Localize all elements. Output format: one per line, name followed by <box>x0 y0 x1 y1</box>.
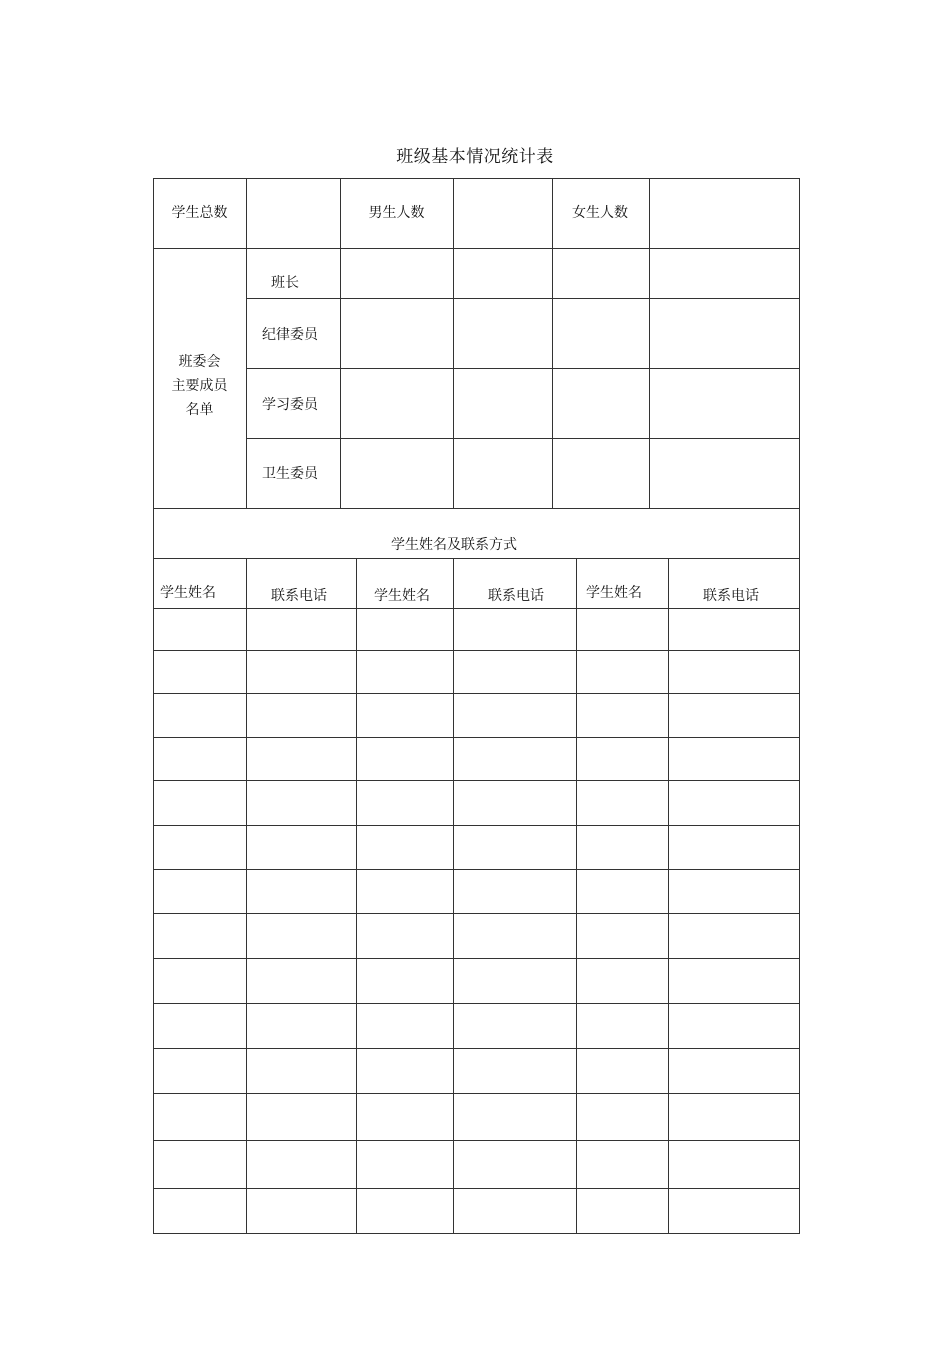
table-border <box>153 780 800 781</box>
table-border <box>246 368 800 369</box>
role-class-monitor: 班长 <box>271 275 299 291</box>
female-count-label: 女生人数 <box>572 205 628 221</box>
committee-group-label-line-2: 主要成员 <box>171 378 228 394</box>
role-discipline-officer: 纪律委员 <box>262 327 318 343</box>
total-students-label: 学生总数 <box>171 205 228 221</box>
table-border <box>576 558 577 1234</box>
table-border <box>153 913 800 914</box>
table-border <box>153 958 800 959</box>
header-student-name-2: 学生姓名 <box>374 588 430 604</box>
table-border <box>153 508 800 509</box>
role-study-officer: 学习委员 <box>262 397 318 413</box>
class-info-table <box>153 178 800 1234</box>
male-count-label: 男生人数 <box>368 205 425 221</box>
committee-group-label-line-1: 班委会 <box>178 354 221 370</box>
table-border <box>153 558 800 559</box>
table-border <box>453 558 454 1234</box>
contacts-section-label: 学生姓名及联系方式 <box>391 537 517 553</box>
table-border <box>153 1003 800 1004</box>
table-border <box>153 1140 800 1141</box>
table-border <box>153 248 800 249</box>
table-border <box>153 1188 800 1189</box>
header-student-name-3: 学生姓名 <box>586 585 642 601</box>
table-border <box>649 178 650 508</box>
table-border <box>246 438 800 439</box>
table-border <box>453 178 454 508</box>
page-title: 班级基本情况统计表 <box>396 147 554 167</box>
header-phone-2: 联系电话 <box>488 588 544 604</box>
table-border <box>153 1048 800 1049</box>
committee-group-label-line-3: 名单 <box>185 402 214 418</box>
table-border <box>153 178 154 1234</box>
table-border <box>356 558 357 1234</box>
table-border <box>153 178 800 179</box>
table-border <box>668 558 669 1234</box>
table-border <box>153 1093 800 1094</box>
header-phone-1: 联系电话 <box>271 588 327 604</box>
role-hygiene-officer: 卫生委员 <box>262 466 318 482</box>
table-border <box>246 178 247 508</box>
header-phone-3: 联系电话 <box>703 588 759 604</box>
header-student-name-1: 学生姓名 <box>160 585 216 601</box>
table-border <box>153 693 800 694</box>
table-border <box>153 1233 800 1234</box>
table-border <box>552 178 553 508</box>
table-border <box>153 869 800 870</box>
table-border <box>153 737 800 738</box>
table-border <box>799 178 800 1234</box>
table-border <box>153 650 800 651</box>
table-border <box>153 608 800 609</box>
table-border <box>153 825 800 826</box>
table-border <box>246 298 800 299</box>
table-border <box>340 178 341 508</box>
table-border <box>246 558 247 1234</box>
